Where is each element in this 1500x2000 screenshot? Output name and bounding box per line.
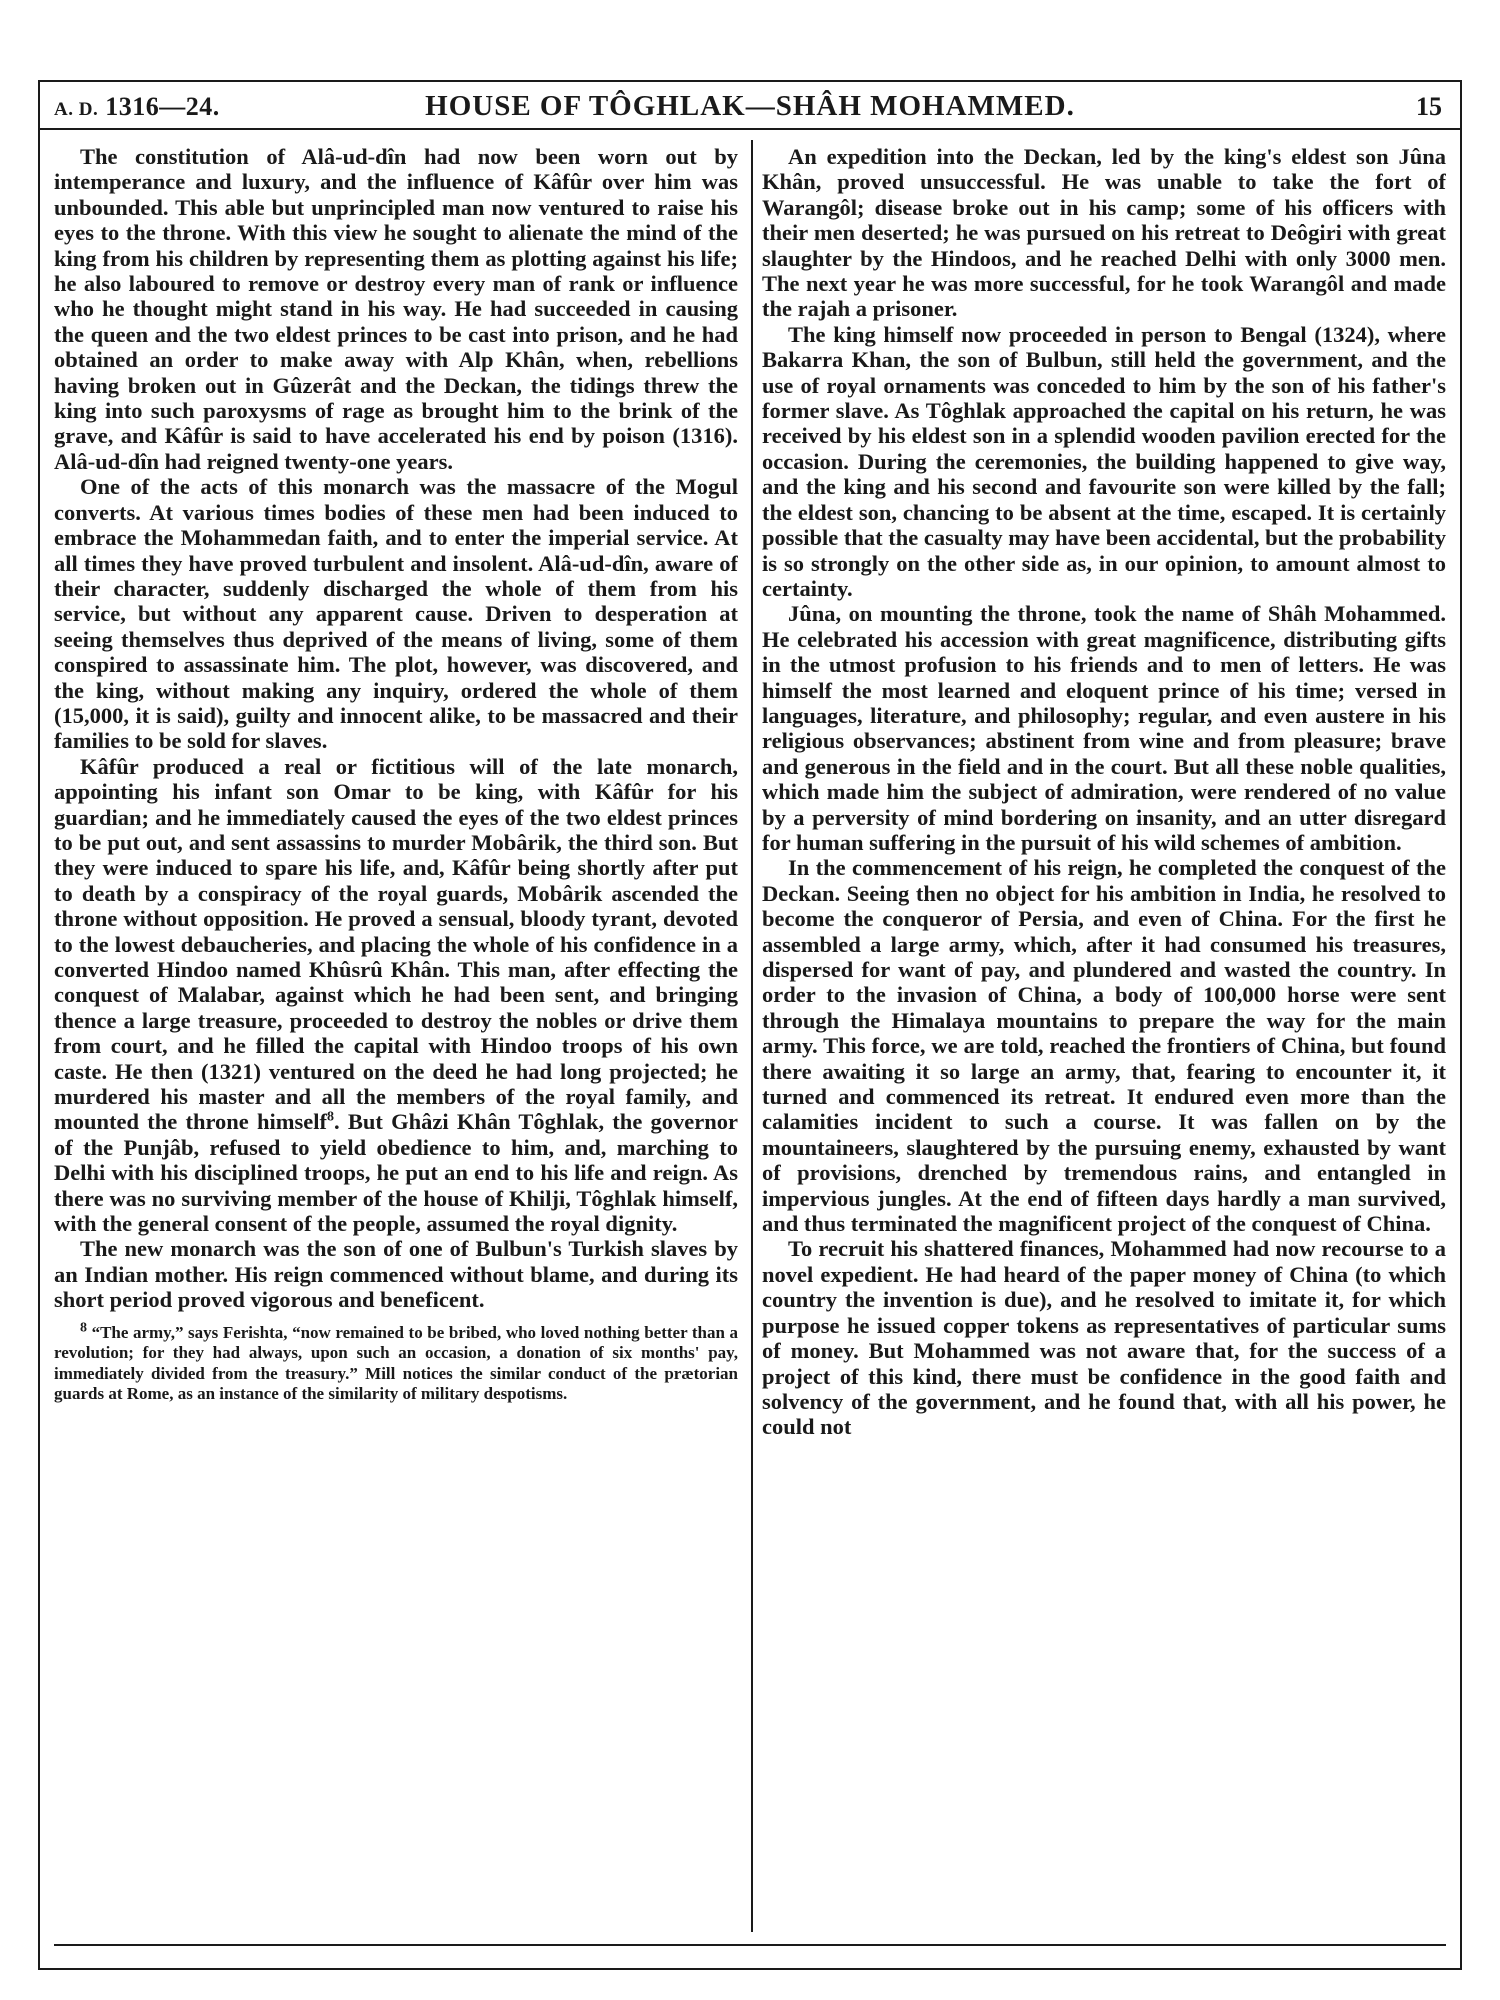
right-column bbox=[762, 144, 1446, 1928]
paragraph: An expedition into the Deckan, led by the king's eldest son Jûna Khân, proved unsuccessful. He was unable to take the fort of Warangôl; disease broke out in his camp; some of his officers with their men deserted; he was pursued on his retreat to Deôgiri with great slaughter by the Hindoos, and he reached Delhi with only 3000 men. The next year he was more successful, for he took Warangôl and made the rajah a prisoner. bbox=[762, 144, 1446, 322]
bottom-rule bbox=[54, 1944, 1446, 1946]
header-years: 1316—24. bbox=[105, 92, 220, 121]
page-number: 15 bbox=[1416, 92, 1442, 121]
paragraph bbox=[54, 754, 738, 1237]
paragraph: The king himself now proceeded in person to Bengal (1324), where Bakarra Khan, the son of Bulbun, still held the government, and the use of royal ornaments was conceded to him by the son of his father's former slave. As Tôghlak approached the capital on his return, he was received by his eldest son in a splendid wooden pavilion erected for the occasion. During the ceremonies, the building happened to give way, and the king and his second and favourite son were killed by the fall; the eldest son, chancing to be absent at the time, escaped. It is certainly possible that the casualty may have been accidental, but the probability is so strongly on the other side as, in our opinion, to amount almost to certainty. bbox=[762, 321, 1446, 601]
paragraph: The new monarch was the son of one of Bulbun's Turkish slaves by an Indian mother. His reign commenced without blame, and during its short period proved vigorous and beneficent. bbox=[54, 1236, 738, 1313]
paragraph: To recruit his shattered finances, Mohammed had now recourse to a novel expedient. He had heard of the paper money of China (to which country the invention is due), and he resolved to imitate it, for which purpose he issued copper tokens as representatives of particular sums of money. But Mohammed was not aware that, for the success of a project of this kind, there must be confidence in the good faith and solvency of the government, and he found that, with all his power, he could not bbox=[762, 1236, 1446, 1440]
page-frame bbox=[38, 80, 1462, 1970]
paragraph: One of the acts of this monarch was the massacre of the Mogul converts. At various times bodies of these men had been induced to embrace the Mohammedan faith, and to enter the imperial service. At all times they have proved turbulent and insolent. Alâ-ud-dîn, aware of their character, suddenly discharged the whole of them from his service, but without any apparent cause. Driven to desperation at seeing themselves thus deprived of the means of living, some of them conspired to assassinate him. The plot, however, was discovered, and the king, without making any inquiry, ordered the whole of them (15,000, it is said), guilty and innocent alike, to be massacred and their families to be sold for slaves. bbox=[54, 474, 738, 754]
footnote-mark: 8 bbox=[80, 1320, 87, 1336]
paragraph: The constitution of Alâ-ud-dîn had now been worn out by intemperance and luxury, and the influence of Kâfûr over him was unbounded. This able but unprincipled man now ventured to raise his eyes to the throne. With this view he sought to alienate the mind of the king from his children by representing them as plotting against his life; he also laboured to remove or destroy every man of rank or influence who he thought might stand in his way. He had succeeded in causing the queen and the two eldest princes to be cast into prison, and he had obtained an order to make away with Alp Khân, when, rebellions having broken out in Gûzerât and the Deckan, the tidings threw the king into such paroxysms of rage as brought him to the brink of the grave, and Kâfûr is said to have accelerated his end by poison (1316). Alâ-ud-dîn had reigned twenty-one years. bbox=[54, 144, 738, 474]
page-title: HOUSE OF TÔGHLAK—SHÂH MOHAMMED. bbox=[425, 90, 1075, 122]
paragraph: Jûna, on mounting the throne, took the name of Shâh Mohammed. He celebrated his accession with great magnificence, distributing gifts in the utmost profusion to his friends and to men of letters. He was himself the most learned and eloquent prince of his time; versed in languages, literature, and philosophy; regular, and even austere in his religious observances; abstinent from wine and from pleasure; brave and generous in the field and in the court. But all these noble qualities, which made him the subject of admiration, were rendered of no value by a perversity of mind bordering on insanity, and an utter disregard for human suffering in the pursuit of his wild schemes of ambition. bbox=[762, 601, 1446, 855]
footnote-text: “The army,” says Ferishta, “now remained to be bribed, who loved nothing better than a revolution; for they had always, upon such an occasion, a donation of six months' pay, immediately divided from the treasury.” Mill notices the similar conduct of the prætorian guards at Rome, as an instance of the similarity of military despotisms. bbox=[54, 1322, 738, 1404]
paragraph-continuation: . But Ghâzi Khân Tôghlak, the governor of the Punjâb, refused to yield obedience to him, and, marching to Delhi with his disciplined troops, he put an end to his life and reign. As there was no surviving member of the house of Khilji, Tôghlak himself, with the general consent of the people, assumed the royal dignity. bbox=[54, 1109, 738, 1237]
column-divider bbox=[751, 140, 753, 1932]
footnote-reference: 8 bbox=[327, 1109, 335, 1125]
paragraph-text: Kâfûr produced a real or fictitious will of the late monarch, appointing his infant son Omar to be king, with Kâfûr for his guardian; and he immediately caused the eyes of the two eldest princes to be put out, and sent assassins to murder Mobârik, the third son. But they were induced to spare his life, and, Kâfûr being shortly after put to death by a conspiracy of the royal guards, Mobârik ascended the throne without opposition. He proved a sensual, bloody tyrant, devoted to the lowest debaucheries, and placing the whole of his confidence in a converted Hindoo named Khûsrû Khân. This man, after effecting the conquest of Malabar, against which he had been sent, and bringing thence a large treasure, proceeded to destroy the nobles or drive them from court, and he filled the capital with Hindoo troops of his own caste. He then (1321) ventured on the deed he had long projected; he murdered his master and all the members of the royal family, and mounted the throne himself bbox=[54, 753, 738, 1135]
footnote bbox=[54, 1320, 738, 1405]
paragraph: In the commencement of his reign, he completed the conquest of the Deckan. Seeing then no object for his ambition in India, he resolved to become the conqueror of Persia, and even of China. For the first he assembled a large army, which, after it had consumed his treasures, dispersed for want of pay, and plundered and wasted the country. In order to the invasion of China, a body of 100,000 horse were sent through the Himalaya mountains to prepare the way for the main army. This force, we are told, reached the frontiers of China, but found there awaiting it so large an army, that, fearing to encounter it, it turned and commenced its retreat. It endured even more than the calamities incident to such a course. It was fallen on by the mountaineers, slaughtered by the pursuing enemy, exhausted by want of provisions, drenched by tremendous rains, and entangled in impervious jungles. At the end of fifteen days hardly a man survived, and thus terminated the magnificent project of the conquest of China. bbox=[762, 855, 1446, 1237]
running-header bbox=[40, 88, 1460, 130]
header-ad-label: A. D. bbox=[54, 99, 99, 120]
left-column bbox=[54, 144, 738, 1928]
